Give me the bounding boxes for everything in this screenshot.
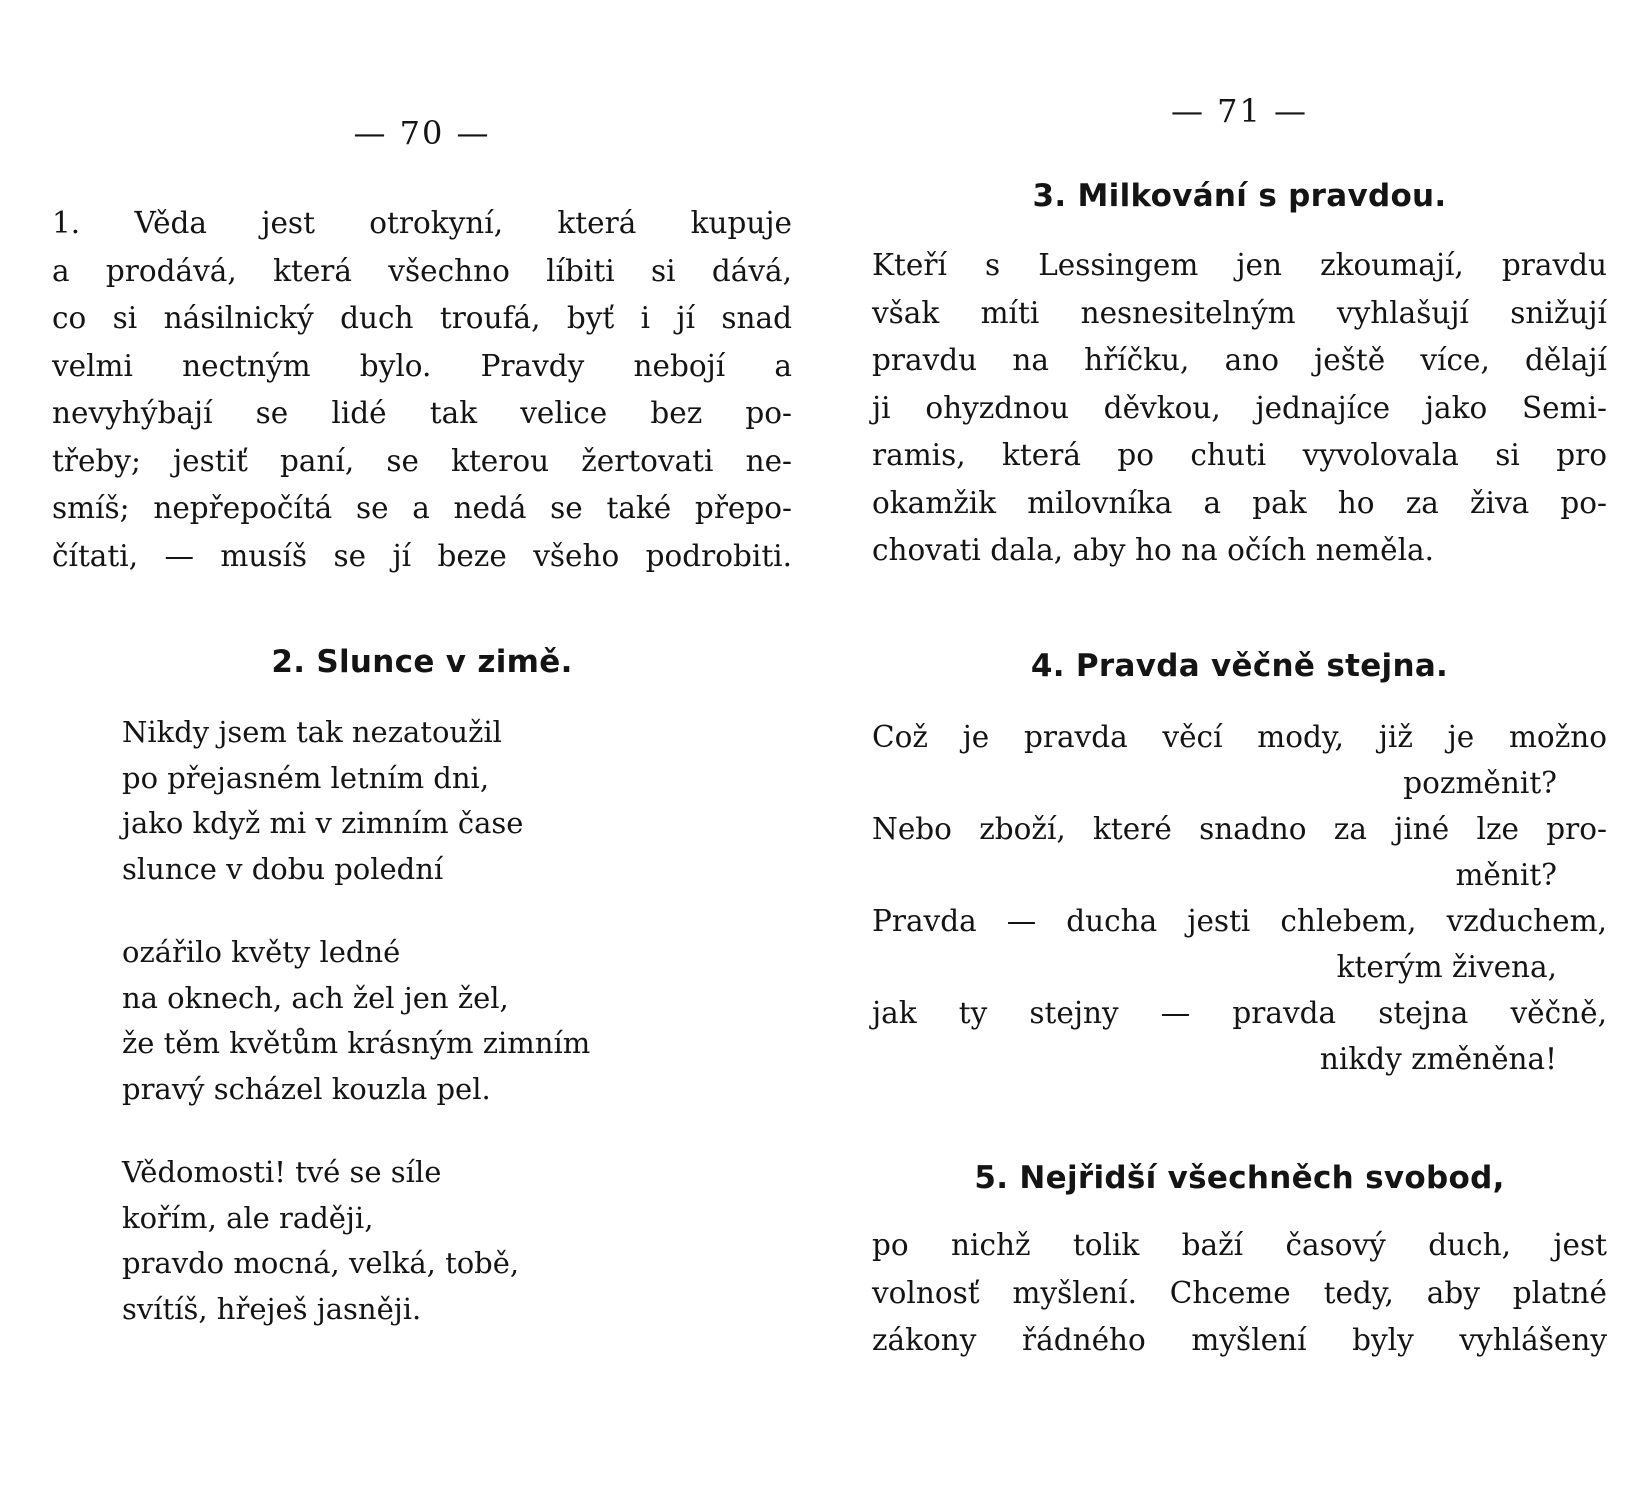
verse-line: na oknech, ach žel jen žel, [122,980,509,1015]
section-4-heading: 4. Pravda věčně stejna. [1030,648,1449,684]
section-5-heading: 5. Nejřidší všechněch svobod, [974,1160,1505,1196]
section-1-text [52,200,792,580]
verse-line: jako když mi v zimním čase [122,806,524,840]
text-line: okamžik milovníka a pak ho za živa po- [872,485,1607,520]
verse-line: Nebo zboží, které snadno za jiné lze pro- [872,812,1607,846]
verse-line: slunce v dobu polední [122,851,444,886]
text-line: Kteří s Lessingem jen zkoumají, pravdu [872,248,1607,282]
text-line: po nichž tolik baží časový duch, jest [872,1228,1607,1262]
text-line: ramis, která po chuti vyvolovala si pro [872,438,1607,472]
section-4-poem [872,714,1607,1082]
text-line: a prodává, která všechno líbiti si dává, [52,253,792,288]
verse-line: Pravda — ducha jesti chlebem, vzduchem, [872,904,1607,938]
text-line: nevyhýbají se lidé tak velice bez po- [52,396,792,430]
verse-line-continuation: pozměnit? [1403,766,1557,800]
verse-line-continuation: nikdy změněna! [1319,1042,1557,1076]
verse-line: po přejasném letním dni, [122,760,490,795]
page-number: — 71 — [1170,92,1309,130]
text-line: pravdu na hříčku, ano ještě více, dělají [872,343,1607,377]
text-line: 1. Věda jest otrokyní, která kupuje [52,206,792,240]
text-line: co si násilnický duch troufá, byť i jí snad [52,301,792,335]
verse-line-continuation: kterým živena, [1336,950,1557,984]
verse-line-continuation: měnit? [1455,858,1557,892]
poem-stanza-1 [122,710,523,892]
verse-line: Vědomosti! tvé se síle [122,1155,442,1189]
section-3-text [872,242,1607,575]
verse-line: jak ty stejny — pravda stejna věčně, [872,996,1607,1030]
text-line: zákony řádného myšlení byly vyhlášeny [872,1323,1607,1357]
poem-stanza-2 [122,930,590,1112]
verse-line: Což je pravda věcí mody, již je možno [872,720,1607,754]
verse-line: pravdo mocná, velká, tobě, [122,1246,520,1280]
verse-line: že těm květům krásným zimním [122,1026,591,1060]
text-line: chovati dala, aby ho na očích neměla. [872,533,1434,567]
verse-line: pravý scházel kouzla pel. [122,1071,491,1106]
page-number: — 70 — [353,114,491,152]
verse-line: kořím, ale raději, [122,1200,374,1235]
text-line: čítati, — musíš se jí beze všeho podrobiti. [52,538,792,573]
text-line: smíš; nepřepočítá se a nedá se také přepo- [52,491,792,525]
text-line: ji ohyzdnou děvkou, jednajíce jako Semi- [872,390,1607,425]
text-line: volnosť myšlení. Chceme tedy, aby platné [872,1275,1607,1310]
poem-stanza-3 [122,1150,519,1332]
section-2-heading: 2. Slunce v zimě. [271,644,573,680]
section-3-heading: 3. Milkování s pravdou. [1032,178,1447,214]
text-line: velmi nectným bylo. Pravdy nebojí a [52,348,792,383]
verse-line: ozářilo květy ledné [122,935,401,969]
verse-line: svítíš, hřeješ jasněji. [122,1291,422,1326]
text-line: však míti nesnesitelným vyhlašují snižují [872,295,1607,330]
verse-line: Nikdy jsem tak nezatoužil [122,715,502,749]
section-5-text [872,1222,1607,1365]
text-line: třeby; jestiť paní, se kterou žertovati ne- [52,443,792,478]
